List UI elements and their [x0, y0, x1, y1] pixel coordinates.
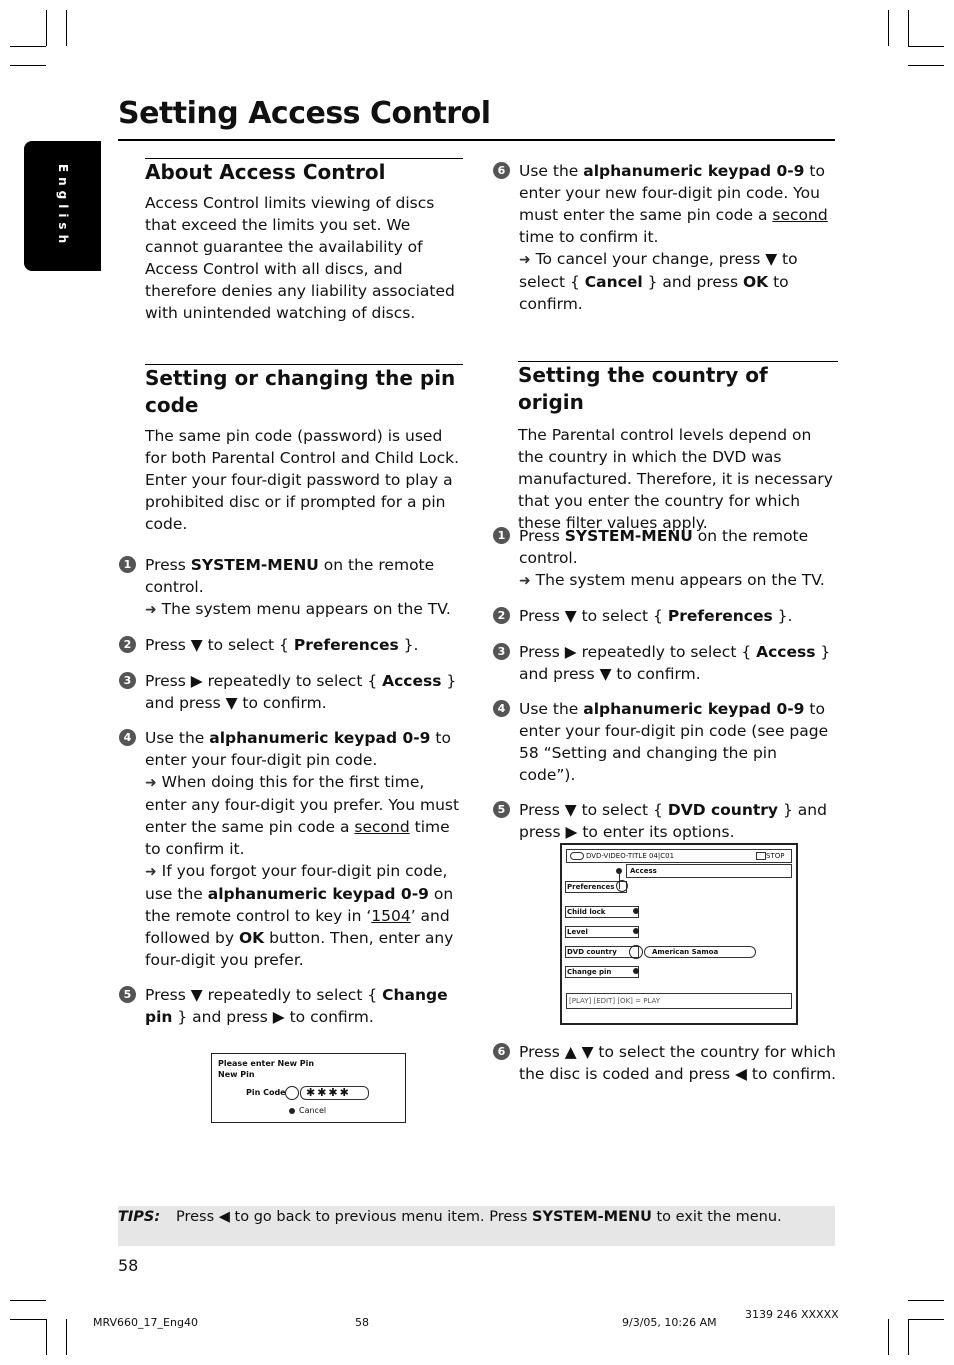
osd-node-dot: [616, 868, 622, 874]
crop-mark: [66, 1319, 67, 1355]
step-number: 5: [119, 986, 136, 1003]
country-step-1-result: ➜ The system menu appears on the TV.: [519, 571, 825, 589]
country-heading: Setting the country of origin: [518, 363, 768, 414]
tips-bar: [118, 1206, 835, 1246]
tips-label: TIPS:: [118, 1209, 161, 1225]
pin-step-6: [493, 160, 838, 315]
osd-level: Level: [567, 928, 588, 936]
about-heading: About Access Control: [145, 160, 386, 184]
country-step-5: [493, 799, 838, 843]
arrow-right-icon: ➜: [519, 252, 531, 268]
osd-cancel: Cancel: [299, 1106, 327, 1115]
country-step-4-text: Use the alphanumeric keypad 0-9 to enter your four-digit pin code (see page 58 “Setting and changing the pin code”).: [519, 700, 829, 784]
step-number: 6: [493, 1043, 510, 1060]
osd-child-lock: Child lock: [567, 908, 606, 916]
pin-step-1: [119, 554, 463, 621]
step-number: 2: [493, 607, 510, 624]
pin-step-3-text: Press ▶ repeatedly to select { Access } and press ▼ to confirm.: [145, 672, 457, 712]
crop-mark: [908, 1319, 909, 1355]
right-top-step: [493, 160, 838, 315]
disc-icon: [570, 852, 584, 860]
pin-step-3: [119, 670, 463, 714]
osd-disc-title: DVD-VIDEO-TITLE 04|C01: [586, 852, 675, 860]
crop-mark: [888, 1319, 889, 1355]
left-column: [145, 158, 463, 324]
crop-mark: [888, 10, 889, 46]
country-step-4: [493, 698, 838, 786]
pin-step-5-text: Press ▼ repeatedly to select { Change pin } and press ▶ to confirm.: [145, 986, 448, 1026]
footer-page: 58: [355, 1316, 369, 1329]
language-tab: [24, 141, 101, 271]
osd-select-icon: [629, 945, 643, 959]
crop-mark: [10, 1319, 46, 1320]
osd-select-icon: [616, 880, 628, 892]
osd-pin-label: Pin Code: [246, 1088, 286, 1097]
osd-pin-value: ✱✱✱✱: [306, 1086, 351, 1099]
osd-prompt: Please enter New Pin: [218, 1059, 315, 1068]
country-step-2: [493, 605, 838, 627]
country-step-6-text: Press ▲ ▼ to select the country for which the disc is coded and press ◀ to confirm.: [519, 1043, 837, 1083]
crop-mark: [908, 65, 944, 66]
step-number: 3: [119, 672, 136, 689]
country-step-6-wrap: [493, 1041, 838, 1085]
pin-intro: The same pin code (password) is used for both Parental Control and Child Lock. Enter your four-digit password to play a prohibited disc or if prompted for a pin code.: [145, 427, 460, 533]
osd-preferences: Preferences: [567, 883, 615, 891]
country-intro: The Parental control levels depend on the country in which the DVD was manufactured. Therefore, it is necessary that you enter the country for which these filter values apply.: [518, 426, 833, 532]
osd-country-value: American Samoa: [652, 948, 719, 956]
pin-step-4: [119, 727, 463, 971]
pin-heading: Setting or changing the pin code: [145, 366, 456, 417]
step-number: 1: [119, 556, 136, 573]
arrow-right-icon: ➜: [145, 864, 157, 880]
step-number: 4: [493, 700, 510, 717]
pin-section: [145, 364, 463, 535]
pin-step-1-result: ➜ The system menu appears on the TV.: [145, 600, 451, 618]
step-number: 1: [493, 527, 510, 544]
crop-mark: [908, 1319, 944, 1320]
footer-code: 3139 246 XXXXX: [745, 1308, 839, 1321]
pin-step-2: [119, 634, 463, 656]
page-number: 58: [118, 1256, 139, 1275]
country-osd-screen: [560, 843, 798, 1025]
crop-mark: [908, 46, 944, 47]
pin-step-1-text: Press SYSTEM-MENU on the remote control.: [145, 556, 435, 596]
country-step-1-text: Press SYSTEM-MENU on the remote control.: [519, 527, 809, 567]
osd-new-pin: New Pin: [218, 1070, 255, 1079]
pin-step-5: [119, 984, 463, 1028]
page-title: Setting Access Control: [118, 96, 491, 131]
crop-mark: [10, 46, 46, 47]
crop-mark: [908, 1300, 944, 1301]
step-number: 2: [119, 636, 136, 653]
arrow-right-icon: ➜: [145, 775, 157, 791]
footer-date: 9/3/05, 10:26 AM: [622, 1316, 717, 1329]
country-step-3-text: Press ▶ repeatedly to select { Access } and press ▼ to confirm.: [519, 643, 831, 683]
crop-mark: [46, 10, 47, 46]
step-number: 5: [493, 801, 510, 818]
pin-step-4-text: Use the alphanumeric keypad 0-9 to enter your four-digit pin code.: [145, 729, 451, 769]
country-step-5-text: Press ▼ to select { DVD country } and press ▶ to enter its options.: [519, 801, 827, 841]
pin-steps: [119, 554, 463, 1028]
pin-osd-screen: [211, 1053, 406, 1123]
crop-mark: [908, 10, 909, 46]
osd-dvd-country: DVD country: [567, 948, 617, 956]
pin-step-6-result: ➜ To cancel your change, press ▼ to select { Cancel } and press OK to confirm.: [519, 250, 798, 313]
osd-option-dot: [633, 928, 639, 934]
pin-step-4-result-1: ➜ When doing this for the first time, enter any four-digit you prefer. You must enter the same pin code a second time to confirm it.: [145, 773, 460, 858]
stop-icon: [756, 852, 766, 860]
pin-step-6-text: Use the alphanumeric keypad 0-9 to enter your new four-digit pin code. You must enter the same pin code a second time to confirm it.: [519, 162, 828, 246]
about-body: Access Control limits viewing of discs that exceed the limits you set. We cannot guarantee the availability of Access Control with all discs, and therefore denies any liability associated with unintended watching of discs.: [145, 194, 455, 322]
country-section: [518, 361, 838, 534]
osd-option-dot: [633, 968, 639, 974]
country-step-2-text: Press ▼ to select { Preferences }.: [519, 607, 793, 625]
pin-step-2-text: Press ▼ to select { Preferences }.: [145, 636, 419, 654]
osd-select-icon: [285, 1086, 299, 1100]
title-rule: [118, 139, 835, 141]
country-steps: [493, 525, 838, 843]
osd-change-pin: Change pin: [567, 968, 612, 976]
arrow-right-icon: ➜: [145, 602, 157, 618]
country-step-6: [493, 1041, 838, 1085]
arrow-right-icon: ➜: [519, 573, 531, 589]
osd-cancel-dot: [289, 1108, 295, 1114]
language-tab-label: English: [55, 163, 70, 249]
crop-mark: [46, 1319, 47, 1355]
crop-mark: [10, 65, 46, 66]
osd-status: STOP: [766, 852, 785, 860]
step-number: 3: [493, 643, 510, 660]
step-number: 6: [493, 162, 510, 179]
pin-step-4-result-2: ➜ If you forgot your four-digit pin code, use the alphanumeric keypad 0-9 on the remote control to key in ‘1504’ and followed by OK button. Then, enter any four-digit you prefer.: [145, 862, 454, 969]
footer-file: MRV660_17_Eng40: [93, 1316, 198, 1329]
osd-access: Access: [630, 867, 657, 875]
country-step-3: [493, 641, 838, 685]
osd-footer: [PLAY] [EDIT] [OK] = PLAY: [569, 997, 661, 1005]
country-step-1: [493, 525, 838, 592]
crop-mark: [10, 1300, 46, 1301]
osd-option-dot: [633, 908, 639, 914]
step-number: 4: [119, 729, 136, 746]
tips-text: Press ◀ to go back to previous menu item. Press SYSTEM-MENU to exit the menu.: [176, 1209, 782, 1225]
crop-mark: [66, 10, 67, 46]
